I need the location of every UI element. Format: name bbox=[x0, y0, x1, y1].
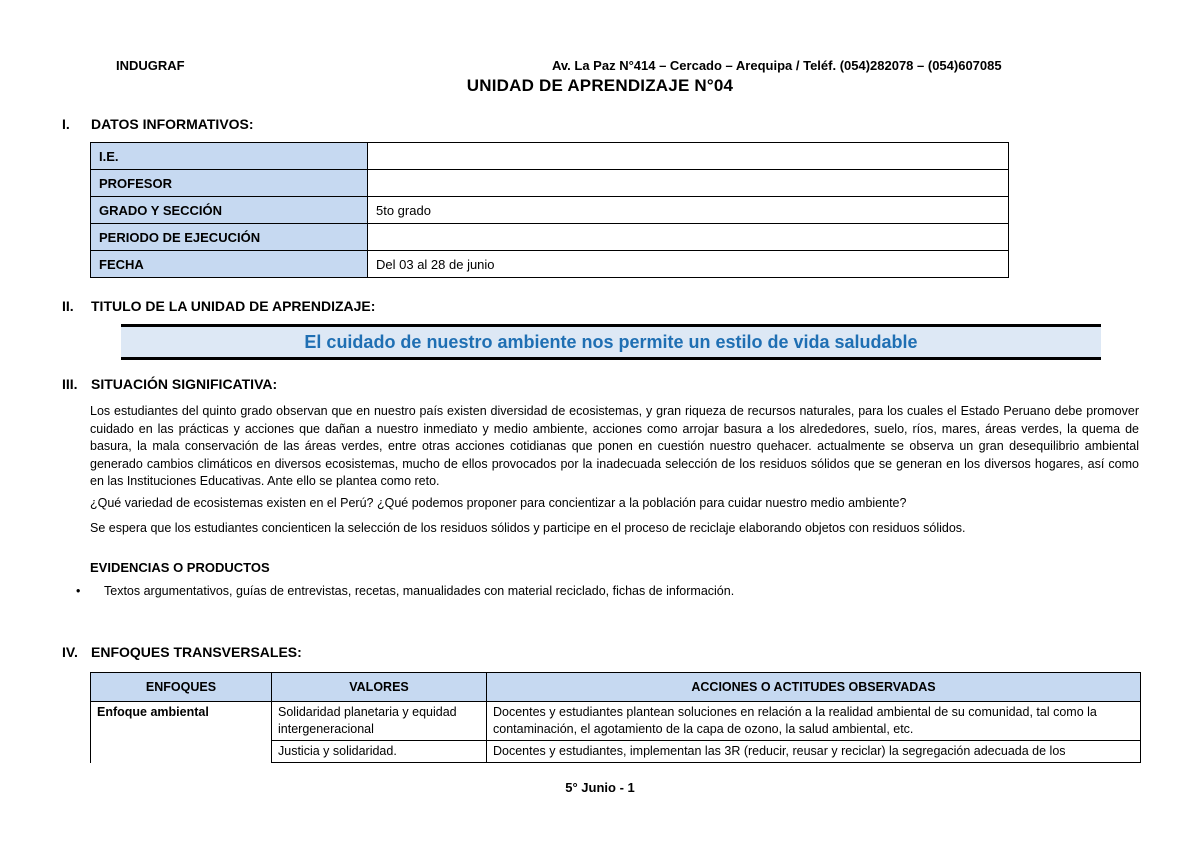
company-name: INDUGRAF bbox=[116, 58, 185, 73]
evidence-text: Textos argumentativos, guías de entrevistas, recetas, manualidades con material reciclado, fichas de información. bbox=[104, 584, 735, 598]
enfoques-table bbox=[90, 672, 1141, 763]
bullet-icon: • bbox=[76, 584, 81, 598]
column-header: ENFOQUES bbox=[91, 673, 272, 702]
section-number: III. bbox=[62, 376, 78, 392]
section-number: II. bbox=[62, 298, 74, 314]
info-label: PROFESOR bbox=[91, 170, 368, 197]
section-number: I. bbox=[62, 116, 70, 132]
info-label: GRADO Y SECCIÓN bbox=[91, 197, 368, 224]
info-value: Del 03 al 28 de junio bbox=[368, 251, 1009, 278]
situation-paragraph: Los estudiantes del quinto grado observan que en nuestro país existen diversidad de ecosistemas, y gran riqueza de recursos naturales, para los cuales el Estado Peruano debe promover cuidado en las prácticas y acciones que dañan a nuestro inmediato y medio ambiente, acciones como arrojar basura a los alrededores, suelo, ríos, mares, áreas verdes, la quema de basura, la mala conservación de las áreas verdes, entre otras acciones cotidianas que ponen en cuestión nuestro quehacer. actualmente se observa un gran desequilibrio ambiental generado cambios climáticos en diversos ecosistemas, mucho de ellos provocados por la inadecuada selección de los residuos sólidos que se generan en los diversos hogares, así como en las Instituciones Educativas. Ante ello se plantea como reto. bbox=[90, 404, 1139, 488]
table-row bbox=[91, 251, 1009, 278]
info-label: PERIODO DE EJECUCIÓN bbox=[91, 224, 368, 251]
section-heading-situacion bbox=[62, 376, 277, 392]
table-row bbox=[91, 197, 1009, 224]
info-label: I.E. bbox=[91, 143, 368, 170]
info-label: FECHA bbox=[91, 251, 368, 278]
info-value bbox=[368, 143, 1009, 170]
table-row bbox=[91, 170, 1009, 197]
situation-expectation: Se espera que los estudiantes concienticen la selección de los residuos sólidos y participe en el proceso de reciclaje elaborando objetos con residuos sólidos. bbox=[90, 521, 966, 535]
table-row bbox=[91, 702, 1141, 741]
info-value bbox=[368, 170, 1009, 197]
info-value bbox=[368, 224, 1009, 251]
table-row bbox=[91, 143, 1009, 170]
enfoque-cell: Enfoque ambiental bbox=[91, 702, 272, 741]
column-header: ACCIONES O ACTITUDES OBSERVADAS bbox=[487, 673, 1141, 702]
column-header: VALORES bbox=[272, 673, 487, 702]
section-title: ENFOQUES TRANSVERSALES: bbox=[91, 644, 302, 660]
accion-cell: Docentes y estudiantes plantean soluciones en relación a la realidad ambiental de su comunidad, tal como la contaminación, el agotamiento de la capa de ozono, la salud ambiental, etc. bbox=[487, 702, 1141, 741]
section-heading-datos bbox=[62, 116, 254, 132]
info-value: 5to grado bbox=[368, 197, 1009, 224]
evidence-heading: EVIDENCIAS O PRODUCTOS bbox=[90, 560, 270, 575]
valor-cell: Justicia y solidaridad. bbox=[272, 741, 487, 763]
section-title: TITULO DE LA UNIDAD DE APRENDIZAJE: bbox=[91, 298, 376, 314]
accion-cell: Docentes y estudiantes, implementan las 3R (reducir, reusar y reciclar) la segregación adecuada de los bbox=[487, 741, 1141, 763]
company-address: Av. La Paz N°414 – Cercado – Arequipa / Teléf. (054)282078 – (054)607085 bbox=[552, 58, 1002, 73]
section-title: DATOS INFORMATIVOS: bbox=[91, 116, 254, 132]
evidence-item bbox=[76, 584, 734, 598]
situation-questions: ¿Qué variedad de ecosistemas existen en el Perú? ¿Qué podemos proponer para concientizar a la población para cuidar nuestro medio ambiente? bbox=[90, 496, 907, 510]
table-row bbox=[91, 224, 1009, 251]
section-heading-enfoques bbox=[62, 644, 302, 660]
page-title: UNIDAD DE APRENDIZAJE N°04 bbox=[466, 76, 734, 95]
unit-title: El cuidado de nuestro ambiente nos permite un estilo de vida saludable bbox=[304, 332, 918, 352]
table-header-row bbox=[91, 673, 1141, 702]
section-title: SITUACIÓN SIGNIFICATIVA: bbox=[91, 376, 278, 392]
info-table bbox=[90, 142, 1009, 278]
valor-cell: Solidaridad planetaria y equidad intergeneracional bbox=[272, 702, 487, 741]
page-footer: 5° Junio - 1 bbox=[565, 780, 635, 795]
section-number: IV. bbox=[62, 644, 78, 660]
table-row bbox=[91, 741, 1141, 763]
enfoque-cell bbox=[91, 741, 272, 763]
section-heading-titulo bbox=[62, 298, 375, 314]
unit-title-box bbox=[121, 324, 1101, 360]
